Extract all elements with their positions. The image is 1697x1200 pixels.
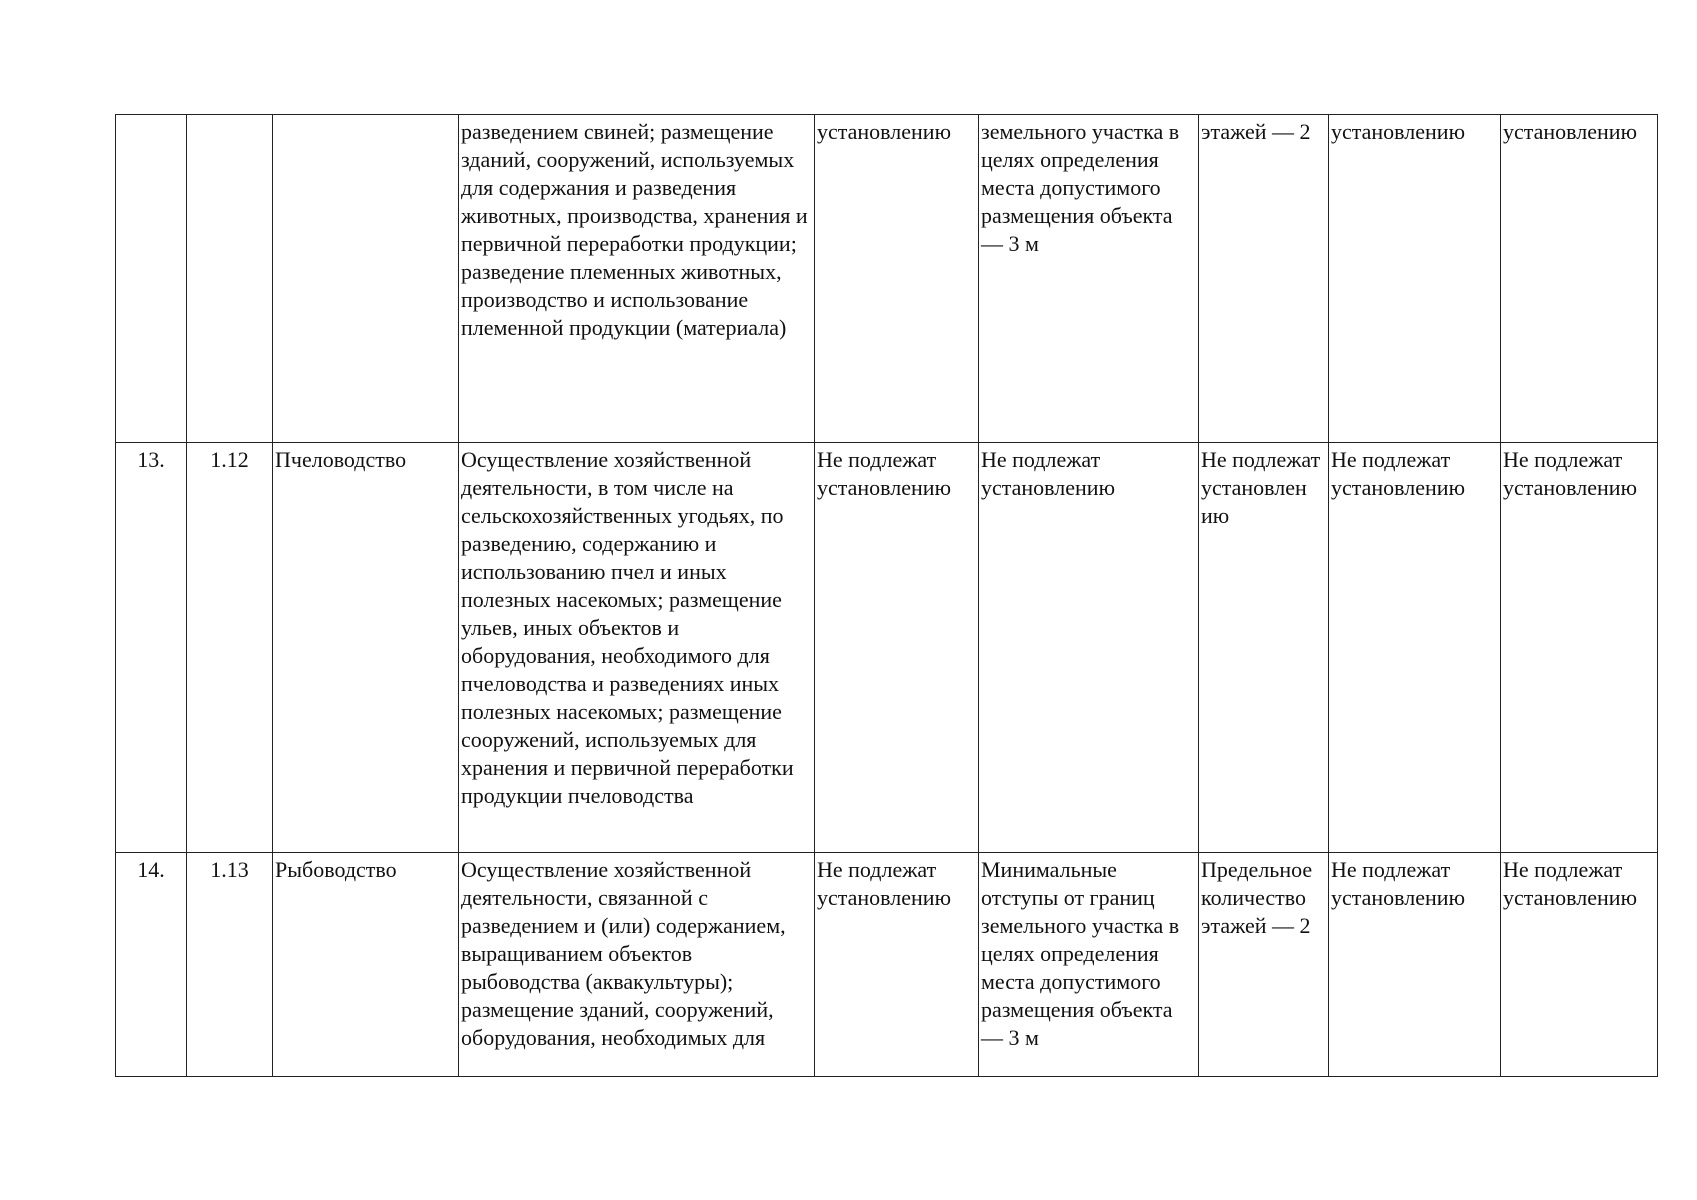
plot-size-cell: Не подлежат установлению bbox=[815, 853, 979, 1077]
other-params-cell: установлению bbox=[1501, 115, 1658, 443]
table-row bbox=[116, 443, 1658, 853]
use-description-cell: разведением свиней; размещение зданий, сооружений, используемых для содержания и разведения животных, производства, хранения и первичной переработки продукции; разведение племенных животных, производство и использование племенной продукции (материала) bbox=[459, 115, 815, 443]
table-row bbox=[116, 115, 1658, 443]
use-description-cell: Осуществление хозяйственной деятельности, связанной с разведением и (или) содержанием, выращиванием объектов рыбоводства (аквакультуры); размещение зданий, сооружений, оборудования, необходимых для bbox=[459, 853, 815, 1077]
floors-cell: Не подлежат установлен ию bbox=[1199, 443, 1329, 853]
other-params-cell: Не подлежат установлению bbox=[1501, 443, 1658, 853]
use-name-cell: Рыбоводство bbox=[273, 853, 459, 1077]
use-code-cell bbox=[187, 115, 273, 443]
plot-size-cell: установлению bbox=[815, 115, 979, 443]
coverage-cell: Не подлежат установлению bbox=[1329, 443, 1501, 853]
setback-cell: Не подлежат установлению bbox=[979, 443, 1199, 853]
coverage-cell: установлению bbox=[1329, 115, 1501, 443]
other-params-cell: Не подлежат установлению bbox=[1501, 853, 1658, 1077]
floors-cell: этажей — 2 bbox=[1199, 115, 1329, 443]
use-code-cell: 1.13 bbox=[187, 853, 273, 1077]
table-row bbox=[116, 853, 1658, 1077]
floors-cell: Предельное количество этажей — 2 bbox=[1199, 853, 1329, 1077]
setback-cell: земельного участка в целях определения места допустимого размещения объекта — 3 м bbox=[979, 115, 1199, 443]
coverage-cell: Не подлежат установлению bbox=[1329, 853, 1501, 1077]
row-number-cell: 14. bbox=[116, 853, 187, 1077]
use-name-cell: Пчеловодство bbox=[273, 443, 459, 853]
use-code-cell: 1.12 bbox=[187, 443, 273, 853]
plot-size-cell: Не подлежат установлению bbox=[815, 443, 979, 853]
row-number-cell: 13. bbox=[116, 443, 187, 853]
use-name-cell bbox=[273, 115, 459, 443]
row-number-cell bbox=[116, 115, 187, 443]
setback-cell: Минимальные отступы от границ земельного участка в целях определения места допустимого размещения объекта — 3 м bbox=[979, 853, 1199, 1077]
zoning-regulations-table bbox=[115, 114, 1658, 1077]
use-description-cell: Осуществление хозяйственной деятельности, в том числе на сельскохозяйственных угодьях, по разведению, содержанию и использованию пчел и иных полезных насекомых; размещение ульев, иных объектов и оборудования, необходимого для пчеловодства и разведениях иных полезных насекомых; размещение сооружений, используемых для хранения и первичной переработки продукции пчеловодства bbox=[459, 443, 815, 853]
